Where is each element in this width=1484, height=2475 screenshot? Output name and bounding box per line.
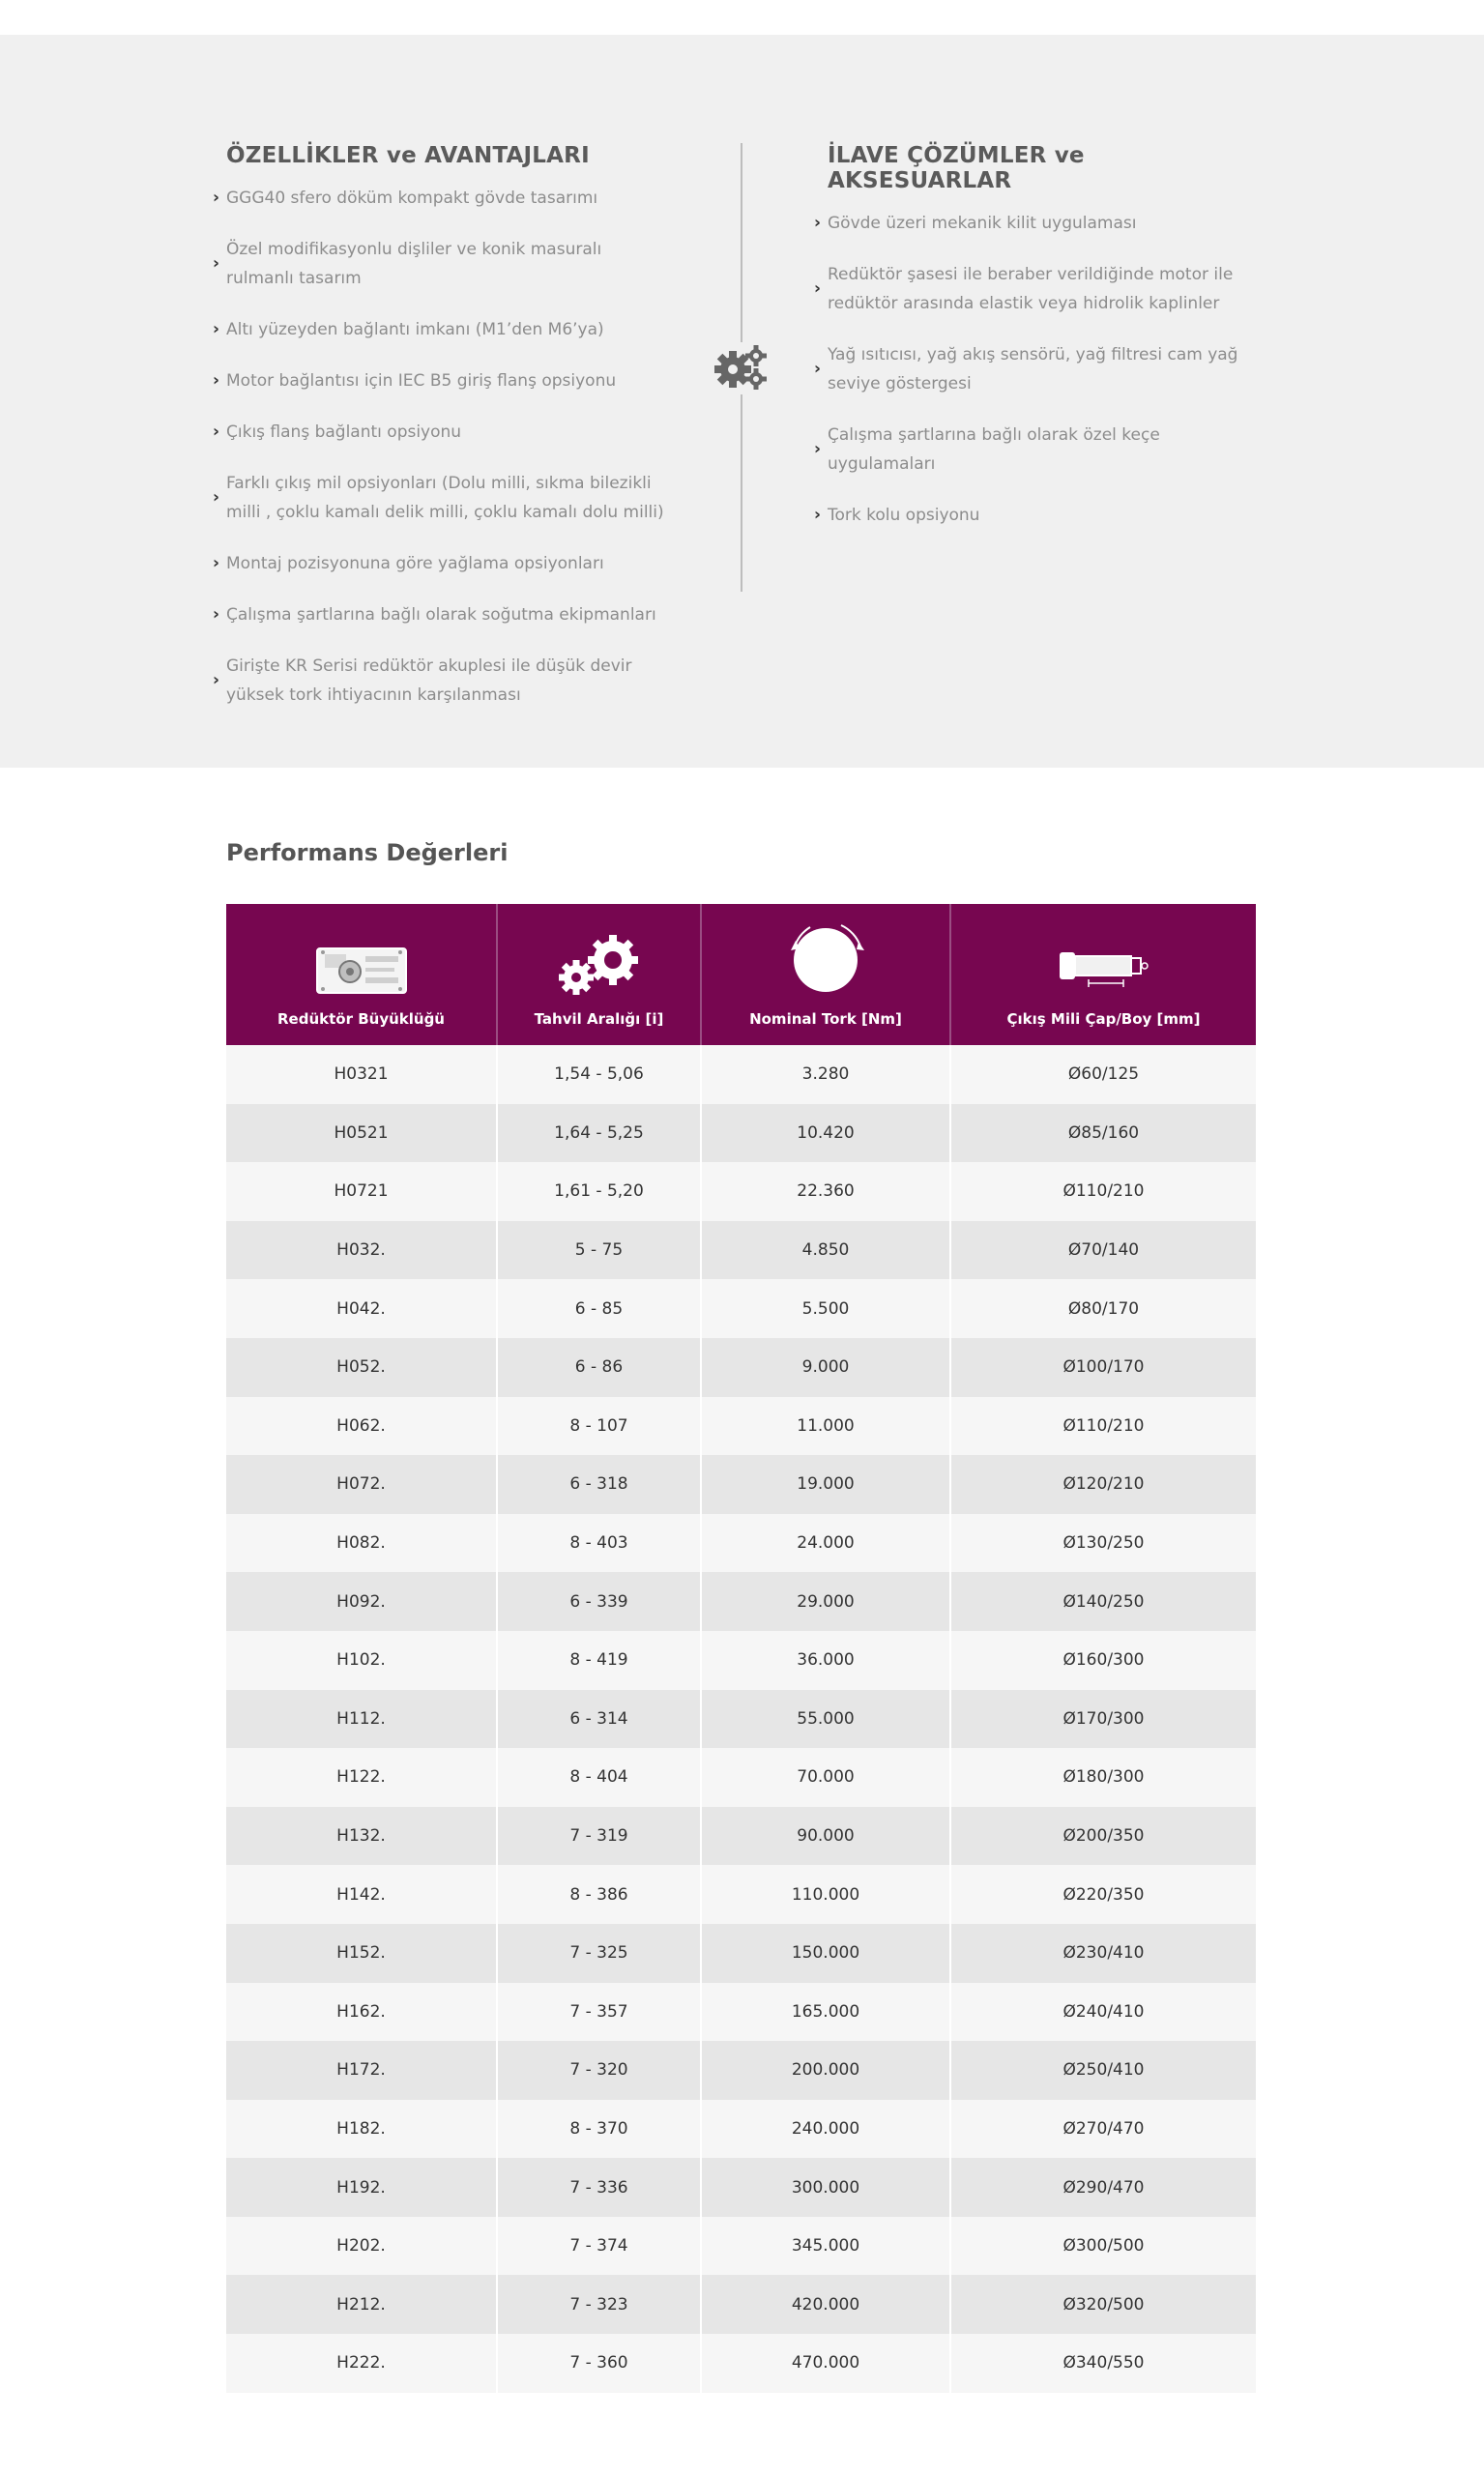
table-row [226,1455,1256,1514]
table-cell: 200.000 [701,2041,950,2100]
table-cell: H062. [226,1397,497,1456]
table-cell: H0721 [226,1162,497,1221]
table-cell: 345.000 [701,2217,950,2276]
table-cell: 240.000 [701,2100,950,2159]
table-cell: 3.280 [701,1045,950,1104]
table-cell: Ø60/125 [950,1045,1256,1104]
accessories-title: İLAVE ÇÖZÜMLER ve AKSESUARLAR [828,143,1085,193]
table-cell: Ø160/300 [950,1631,1256,1690]
table-cell: 8 - 403 [497,1514,701,1573]
table-cell: Ø240/410 [950,1983,1256,2042]
table-row [226,1807,1256,1866]
table-cell: Ø80/170 [950,1279,1256,1338]
column-header [950,904,1256,1045]
table-cell: Ø200/350 [950,1807,1256,1866]
table-cell: 8 - 419 [497,1631,701,1690]
table-cell: Ø100/170 [950,1338,1256,1397]
table-row [226,1690,1256,1749]
table-row [226,2217,1256,2276]
feature-item [213,549,667,578]
table-cell: Ø70/140 [950,1221,1256,1280]
feature-item [213,418,667,447]
torque-icon [775,919,876,997]
table-cell: 300.000 [701,2158,950,2217]
accessory-item [814,501,1268,530]
table-row [226,2275,1256,2334]
feature-item [213,469,667,527]
feature-item [213,184,667,213]
feature-item-text: Girişte KR Serisi redüktör akuplesi ile düşük devir yüksek tork ihtiyacının karşılanması [226,656,632,705]
table-cell: Ø85/160 [950,1104,1256,1163]
table-cell: 7 - 374 [497,2217,701,2276]
table-row [226,2100,1256,2159]
accessory-item [814,421,1268,479]
table-cell: H132. [226,1807,497,1866]
table-cell: 6 - 86 [497,1338,701,1397]
table-cell: 1,54 - 5,06 [497,1045,701,1104]
table-cell: Ø180/300 [950,1748,1256,1807]
table-cell: 165.000 [701,1983,950,2042]
table-cell: 19.000 [701,1455,950,1514]
table-cell: 22.360 [701,1162,950,1221]
chevron-right-icon: › [814,505,822,525]
table-cell: 150.000 [701,1924,950,1983]
chevron-right-icon: › [814,439,822,459]
table-cell: 7 - 325 [497,1924,701,1983]
table-cell: 7 - 320 [497,2041,701,2100]
column-header [226,904,497,1045]
table-cell: H212. [226,2275,497,2334]
table-row [226,1397,1256,1456]
feature-item [213,366,667,395]
table-cell: H192. [226,2158,497,2217]
table-cell: 7 - 360 [497,2334,701,2393]
table-row [226,1514,1256,1573]
table-row [226,2334,1256,2393]
table-cell: 8 - 107 [497,1397,701,1456]
chevron-right-icon: › [213,670,220,690]
table-cell: 6 - 339 [497,1572,701,1631]
chevron-right-icon: › [213,553,220,573]
chevron-right-icon: › [213,604,220,625]
table-row [226,1631,1256,1690]
accessory-item [814,260,1268,318]
feature-item-text: Farklı çıkış mil opsiyonları (Dolu milli, sıkma bilezikli milli , çoklu kamalı delik milli, çoklu kamalı dolu milli) [226,474,664,522]
table-cell: 29.000 [701,1572,950,1631]
table-cell: 7 - 357 [497,1983,701,2042]
table-cell: 11.000 [701,1397,950,1456]
table-cell: H072. [226,1455,497,1514]
table-cell: Ø300/500 [950,2217,1256,2276]
table-cell: H0521 [226,1104,497,1163]
feature-item-text: Altı yüzeyden bağlantı imkanı (M1’den M6’ya) [226,320,604,339]
table-body [226,1045,1256,2393]
table-cell: 110.000 [701,1865,950,1924]
table-cell: Ø170/300 [950,1690,1256,1749]
table-cell: H152. [226,1924,497,1983]
table-cell: 8 - 386 [497,1865,701,1924]
table-cell: 6 - 318 [497,1455,701,1514]
chevron-right-icon: › [213,370,220,391]
feature-item-text: Motor bağlantısı için IEC B5 giriş flanş opsiyonu [226,371,617,391]
gears-icon [553,935,646,997]
feature-item-text: Çalışma şartlarına bağlı olarak soğutma ekipmanları [226,605,656,625]
feature-item [213,315,667,344]
table-cell: 1,64 - 5,25 [497,1104,701,1163]
table-cell: H082. [226,1514,497,1573]
table-cell: H032. [226,1221,497,1280]
table-cell: 10.420 [701,1104,950,1163]
accessory-item [814,340,1268,398]
feature-item-text: Montaj pozisyonuna göre yağlama opsiyonları [226,554,604,573]
table-cell: 55.000 [701,1690,950,1749]
accessory-item-text: Yağ ısıtıcısı, yağ akış sensörü, yağ filtresi cam yağ seviye göstergesi [828,345,1238,393]
table-row [226,1983,1256,2042]
accessory-item-text: Tork kolu opsiyonu [828,506,980,525]
table-cell: H052. [226,1338,497,1397]
table-cell: H202. [226,2217,497,2276]
table-cell: 470.000 [701,2334,950,2393]
column-label: Çıkış Mili Çap/Boy [mm] [1006,1010,1201,1028]
table-cell: H0321 [226,1045,497,1104]
table-row [226,1748,1256,1807]
table-row [226,1338,1256,1397]
table-cell: Ø110/210 [950,1162,1256,1221]
features-list [213,184,667,710]
table-cell: H182. [226,2100,497,2159]
chevron-right-icon: › [814,359,822,379]
table-cell: Ø130/250 [950,1514,1256,1573]
chevron-right-icon: › [213,422,220,442]
accessory-item-text: Gövde üzeri mekanik kilit uygulaması [828,214,1137,233]
chevron-right-icon: › [213,319,220,339]
table-cell: 90.000 [701,1807,950,1866]
table-cell: 8 - 404 [497,1748,701,1807]
table-cell: H042. [226,1279,497,1338]
table-row [226,1279,1256,1338]
accessory-item-text: Redüktör şasesi ile beraber verildiğinde motor ile redüktör arasında elastik veya hidrolik kaplinler [828,265,1234,313]
feature-item [213,600,667,629]
table-row [226,1221,1256,1280]
table-row [226,1104,1256,1163]
table-cell: Ø120/210 [950,1455,1256,1514]
chevron-right-icon: › [814,278,822,299]
table-cell: H122. [226,1748,497,1807]
table-row [226,1865,1256,1924]
table-cell: H102. [226,1631,497,1690]
gearbox-icon [315,943,408,997]
table-cell: 7 - 319 [497,1807,701,1866]
table-cell: H162. [226,1983,497,2042]
table-cell: Ø250/410 [950,2041,1256,2100]
column-label: Redüktör Büyüklüğü [277,1010,445,1028]
feature-item [213,235,667,293]
accessory-item-text: Çalışma şartlarına bağlı olarak özel keçe uygulamaları [828,425,1160,474]
table-cell: Ø110/210 [950,1397,1256,1456]
chevron-right-icon: › [213,487,220,508]
accessories-list [814,209,1268,530]
shaft-icon [1056,943,1152,997]
table-cell: 4.850 [701,1221,950,1280]
column-header [701,904,950,1045]
feature-item-text: Özel modifikasyonlu dişliler ve konik masuralı rulmanlı tasarım [226,240,602,288]
accessories-column [814,143,1268,552]
table-header-row [226,904,1256,1045]
table-cell: H112. [226,1690,497,1749]
table-row [226,1162,1256,1221]
features-column [213,143,667,732]
table-cell: 6 - 85 [497,1279,701,1338]
table-cell: 420.000 [701,2275,950,2334]
table-cell: Ø230/410 [950,1924,1256,1983]
table-cell: Ø320/500 [950,2275,1256,2334]
column-header [497,904,701,1045]
feature-item [213,652,667,710]
table-cell: Ø340/550 [950,2334,1256,2393]
column-label: Tahvil Aralığı [i] [534,1010,664,1028]
table-cell: Ø220/350 [950,1865,1256,1924]
table-cell: Ø140/250 [950,1572,1256,1631]
table-cell: H142. [226,1865,497,1924]
table-cell: 24.000 [701,1514,950,1573]
accessory-item [814,209,1268,238]
table-row [226,1045,1256,1104]
table-cell: 8 - 370 [497,2100,701,2159]
gears-icon [712,342,771,394]
table-row [226,2158,1256,2217]
table-cell: 7 - 336 [497,2158,701,2217]
chevron-right-icon: › [814,213,822,233]
table-cell: Ø270/470 [950,2100,1256,2159]
features-title: ÖZELLİKLER ve AVANTAJLARI [226,143,590,168]
table-cell: 9.000 [701,1338,950,1397]
table-cell: 7 - 323 [497,2275,701,2334]
table-cell: H092. [226,1572,497,1631]
column-label: Nominal Tork [Nm] [749,1010,902,1028]
table-row [226,2041,1256,2100]
table-cell: 5 - 75 [497,1221,701,1280]
table-cell: H222. [226,2334,497,2393]
table-row [226,1572,1256,1631]
table-cell: Ø290/470 [950,2158,1256,2217]
table-cell: 6 - 314 [497,1690,701,1749]
features-section [0,35,1484,768]
table-row [226,1924,1256,1983]
table-cell: 70.000 [701,1748,950,1807]
feature-item-text: GGG40 sfero döküm kompakt gövde tasarımı [226,189,598,208]
chevron-right-icon: › [213,253,220,274]
feature-item-text: Çıkış flanş bağlantı opsiyonu [226,422,462,442]
table-cell: 36.000 [701,1631,950,1690]
chevron-right-icon: › [213,188,220,208]
table-cell: H172. [226,2041,497,2100]
table-cell: 1,61 - 5,20 [497,1162,701,1221]
performance-title: Performans Değerleri [226,839,509,866]
table-cell: 5.500 [701,1279,950,1338]
performance-table [226,904,1256,2393]
